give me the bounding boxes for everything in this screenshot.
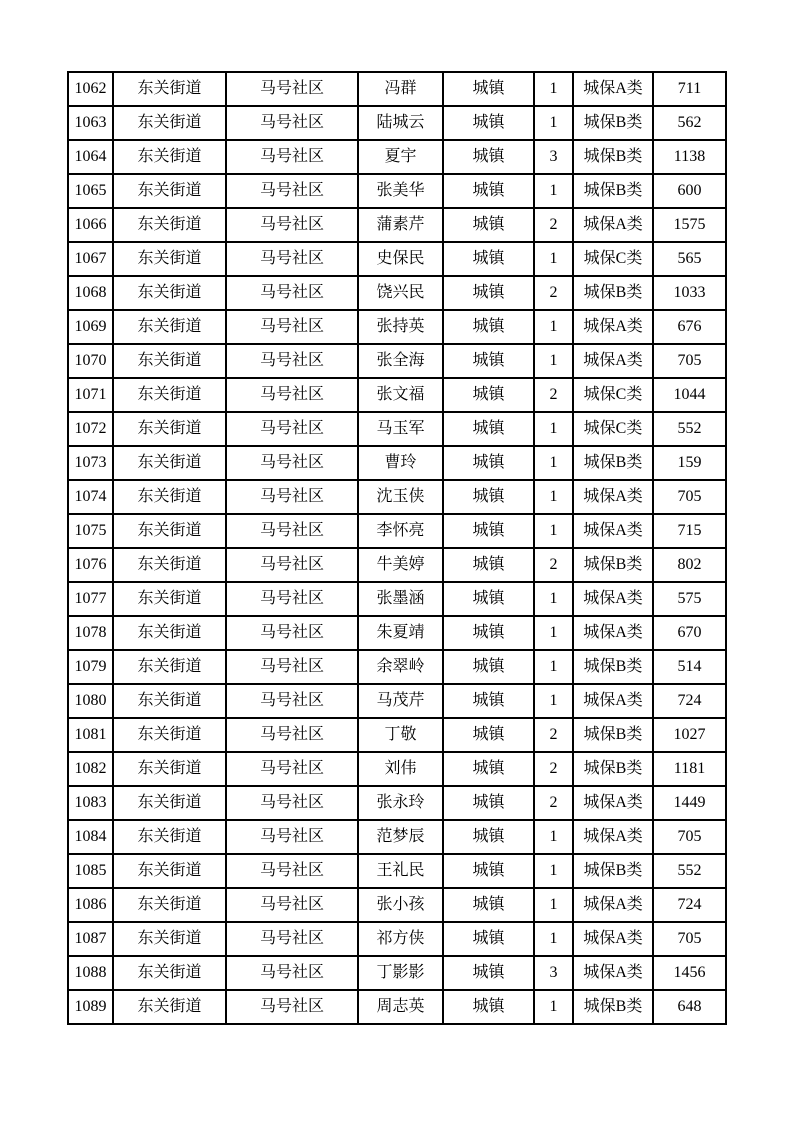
cell-street: 东关街道 <box>113 684 226 718</box>
cell-amount: 676 <box>653 310 726 344</box>
cell-amount: 705 <box>653 820 726 854</box>
table-row <box>68 72 726 106</box>
cell-person-count: 1 <box>534 480 573 514</box>
cell-residence-type: 城镇 <box>443 514 534 548</box>
cell-person-name: 张美华 <box>358 174 443 208</box>
cell-residence-type: 城镇 <box>443 820 534 854</box>
cell-residence-type: 城镇 <box>443 990 534 1024</box>
cell-insurance-category: 城保B类 <box>573 752 653 786</box>
cell-community: 马号社区 <box>226 276 358 310</box>
cell-amount: 1181 <box>653 752 726 786</box>
cell-insurance-category: 城保A类 <box>573 480 653 514</box>
cell-insurance-category: 城保A类 <box>573 582 653 616</box>
cell-insurance-category: 城保A类 <box>573 888 653 922</box>
cell-street: 东关街道 <box>113 310 226 344</box>
table-row <box>68 140 726 174</box>
cell-person-count: 1 <box>534 820 573 854</box>
cell-community: 马号社区 <box>226 106 358 140</box>
cell-community: 马号社区 <box>226 208 358 242</box>
table-row <box>68 718 726 752</box>
cell-person-name: 周志英 <box>358 990 443 1024</box>
cell-person-count: 1 <box>534 310 573 344</box>
cell-serial-number: 1086 <box>68 888 113 922</box>
cell-person-count: 1 <box>534 174 573 208</box>
cell-person-count: 1 <box>534 616 573 650</box>
cell-street: 东关街道 <box>113 514 226 548</box>
table-row <box>68 446 726 480</box>
cell-serial-number: 1074 <box>68 480 113 514</box>
cell-person-count: 1 <box>534 854 573 888</box>
table-row <box>68 514 726 548</box>
cell-street: 东关街道 <box>113 344 226 378</box>
cell-person-name: 曹玲 <box>358 446 443 480</box>
cell-amount: 705 <box>653 344 726 378</box>
cell-serial-number: 1088 <box>68 956 113 990</box>
cell-community: 马号社区 <box>226 378 358 412</box>
cell-serial-number: 1070 <box>68 344 113 378</box>
cell-amount: 1456 <box>653 956 726 990</box>
cell-insurance-category: 城保B类 <box>573 106 653 140</box>
cell-amount: 715 <box>653 514 726 548</box>
cell-community: 马号社区 <box>226 514 358 548</box>
cell-person-name: 李怀亮 <box>358 514 443 548</box>
cell-street: 东关街道 <box>113 650 226 684</box>
table-row <box>68 684 726 718</box>
cell-insurance-category: 城保C类 <box>573 378 653 412</box>
cell-person-count: 2 <box>534 548 573 582</box>
cell-insurance-category: 城保A类 <box>573 72 653 106</box>
cell-residence-type: 城镇 <box>443 344 534 378</box>
cell-community: 马号社区 <box>226 72 358 106</box>
table-row <box>68 786 726 820</box>
cell-community: 马号社区 <box>226 718 358 752</box>
cell-street: 东关街道 <box>113 446 226 480</box>
cell-street: 东关街道 <box>113 548 226 582</box>
cell-residence-type: 城镇 <box>443 174 534 208</box>
table-row <box>68 106 726 140</box>
cell-street: 东关街道 <box>113 106 226 140</box>
cell-street: 东关街道 <box>113 276 226 310</box>
cell-amount: 514 <box>653 650 726 684</box>
cell-street: 东关街道 <box>113 72 226 106</box>
cell-community: 马号社区 <box>226 344 358 378</box>
cell-residence-type: 城镇 <box>443 582 534 616</box>
cell-insurance-category: 城保B类 <box>573 174 653 208</box>
table-row <box>68 276 726 310</box>
cell-residence-type: 城镇 <box>443 888 534 922</box>
cell-person-name: 朱夏靖 <box>358 616 443 650</box>
cell-person-name: 沈玉侠 <box>358 480 443 514</box>
cell-amount: 648 <box>653 990 726 1024</box>
cell-person-count: 1 <box>534 990 573 1024</box>
table-row <box>68 888 726 922</box>
table-body <box>68 72 726 1024</box>
cell-community: 马号社区 <box>226 140 358 174</box>
table-row <box>68 616 726 650</box>
cell-residence-type: 城镇 <box>443 650 534 684</box>
cell-residence-type: 城镇 <box>443 106 534 140</box>
cell-person-name: 刘伟 <box>358 752 443 786</box>
cell-serial-number: 1089 <box>68 990 113 1024</box>
cell-person-count: 2 <box>534 276 573 310</box>
cell-serial-number: 1080 <box>68 684 113 718</box>
cell-person-count: 1 <box>534 922 573 956</box>
cell-residence-type: 城镇 <box>443 276 534 310</box>
cell-amount: 600 <box>653 174 726 208</box>
cell-street: 东关街道 <box>113 854 226 888</box>
cell-community: 马号社区 <box>226 752 358 786</box>
cell-amount: 670 <box>653 616 726 650</box>
table-row <box>68 820 726 854</box>
table-row <box>68 990 726 1024</box>
cell-person-name: 余翠岭 <box>358 650 443 684</box>
cell-street: 东关街道 <box>113 174 226 208</box>
cell-street: 东关街道 <box>113 242 226 276</box>
cell-amount: 1449 <box>653 786 726 820</box>
cell-amount: 1575 <box>653 208 726 242</box>
cell-serial-number: 1062 <box>68 72 113 106</box>
cell-community: 马号社区 <box>226 480 358 514</box>
cell-serial-number: 1065 <box>68 174 113 208</box>
table-row <box>68 582 726 616</box>
cell-person-count: 2 <box>534 378 573 412</box>
cell-amount: 705 <box>653 480 726 514</box>
cell-person-name: 范梦辰 <box>358 820 443 854</box>
cell-person-name: 夏宇 <box>358 140 443 174</box>
cell-serial-number: 1066 <box>68 208 113 242</box>
cell-person-count: 1 <box>534 344 573 378</box>
cell-insurance-category: 城保B类 <box>573 548 653 582</box>
cell-insurance-category: 城保C类 <box>573 242 653 276</box>
cell-person-name: 史保民 <box>358 242 443 276</box>
cell-serial-number: 1068 <box>68 276 113 310</box>
cell-insurance-category: 城保A类 <box>573 922 653 956</box>
cell-serial-number: 1078 <box>68 616 113 650</box>
cell-insurance-category: 城保C类 <box>573 412 653 446</box>
cell-person-count: 1 <box>534 650 573 684</box>
table-row <box>68 412 726 446</box>
cell-person-name: 丁影影 <box>358 956 443 990</box>
cell-street: 东关街道 <box>113 752 226 786</box>
cell-serial-number: 1067 <box>68 242 113 276</box>
cell-serial-number: 1077 <box>68 582 113 616</box>
cell-amount: 552 <box>653 854 726 888</box>
cell-residence-type: 城镇 <box>443 718 534 752</box>
cell-amount: 724 <box>653 684 726 718</box>
cell-residence-type: 城镇 <box>443 72 534 106</box>
cell-street: 东关街道 <box>113 820 226 854</box>
cell-insurance-category: 城保A类 <box>573 956 653 990</box>
cell-community: 马号社区 <box>226 922 358 956</box>
cell-amount: 565 <box>653 242 726 276</box>
cell-person-count: 1 <box>534 514 573 548</box>
cell-residence-type: 城镇 <box>443 684 534 718</box>
cell-residence-type: 城镇 <box>443 480 534 514</box>
cell-person-count: 1 <box>534 888 573 922</box>
cell-street: 东关街道 <box>113 208 226 242</box>
cell-person-count: 2 <box>534 718 573 752</box>
cell-serial-number: 1087 <box>68 922 113 956</box>
cell-residence-type: 城镇 <box>443 786 534 820</box>
cell-serial-number: 1081 <box>68 718 113 752</box>
cell-insurance-category: 城保A类 <box>573 786 653 820</box>
cell-serial-number: 1083 <box>68 786 113 820</box>
cell-amount: 802 <box>653 548 726 582</box>
cell-serial-number: 1063 <box>68 106 113 140</box>
cell-person-count: 2 <box>534 752 573 786</box>
cell-serial-number: 1082 <box>68 752 113 786</box>
table-row <box>68 752 726 786</box>
cell-person-name: 冯群 <box>358 72 443 106</box>
cell-residence-type: 城镇 <box>443 242 534 276</box>
cell-serial-number: 1073 <box>68 446 113 480</box>
cell-street: 东关街道 <box>113 786 226 820</box>
cell-serial-number: 1075 <box>68 514 113 548</box>
cell-residence-type: 城镇 <box>443 752 534 786</box>
cell-person-name: 蒲素芹 <box>358 208 443 242</box>
table-row <box>68 310 726 344</box>
cell-residence-type: 城镇 <box>443 854 534 888</box>
cell-person-name: 陆城云 <box>358 106 443 140</box>
cell-person-count: 3 <box>534 956 573 990</box>
cell-insurance-category: 城保A类 <box>573 616 653 650</box>
table-row <box>68 242 726 276</box>
cell-community: 马号社区 <box>226 174 358 208</box>
cell-amount: 711 <box>653 72 726 106</box>
table-row <box>68 174 726 208</box>
table-row <box>68 854 726 888</box>
cell-person-name: 张全海 <box>358 344 443 378</box>
cell-residence-type: 城镇 <box>443 310 534 344</box>
cell-person-name: 马茂芹 <box>358 684 443 718</box>
cell-residence-type: 城镇 <box>443 922 534 956</box>
cell-person-name: 丁敬 <box>358 718 443 752</box>
cell-community: 马号社区 <box>226 446 358 480</box>
cell-person-name: 饶兴民 <box>358 276 443 310</box>
cell-person-count: 1 <box>534 446 573 480</box>
cell-community: 马号社区 <box>226 684 358 718</box>
cell-community: 马号社区 <box>226 820 358 854</box>
cell-insurance-category: 城保B类 <box>573 854 653 888</box>
cell-community: 马号社区 <box>226 548 358 582</box>
cell-person-name: 王礼民 <box>358 854 443 888</box>
cell-person-name: 张墨涵 <box>358 582 443 616</box>
cell-community: 马号社区 <box>226 582 358 616</box>
cell-person-count: 2 <box>534 786 573 820</box>
table-row <box>68 480 726 514</box>
cell-insurance-category: 城保B类 <box>573 718 653 752</box>
cell-person-count: 1 <box>534 242 573 276</box>
cell-person-count: 1 <box>534 582 573 616</box>
cell-amount: 1044 <box>653 378 726 412</box>
cell-amount: 1027 <box>653 718 726 752</box>
cell-residence-type: 城镇 <box>443 616 534 650</box>
cell-insurance-category: 城保B类 <box>573 276 653 310</box>
cell-amount: 552 <box>653 412 726 446</box>
cell-residence-type: 城镇 <box>443 548 534 582</box>
cell-street: 东关街道 <box>113 480 226 514</box>
cell-community: 马号社区 <box>226 956 358 990</box>
cell-person-count: 1 <box>534 106 573 140</box>
cell-person-count: 3 <box>534 140 573 174</box>
table-row <box>68 208 726 242</box>
cell-serial-number: 1069 <box>68 310 113 344</box>
cell-person-count: 1 <box>534 72 573 106</box>
table-row <box>68 548 726 582</box>
cell-community: 马号社区 <box>226 786 358 820</box>
table-row <box>68 650 726 684</box>
cell-person-count: 1 <box>534 412 573 446</box>
cell-street: 东关街道 <box>113 922 226 956</box>
cell-person-name: 张永玲 <box>358 786 443 820</box>
cell-serial-number: 1071 <box>68 378 113 412</box>
cell-street: 东关街道 <box>113 956 226 990</box>
cell-insurance-category: 城保B类 <box>573 990 653 1024</box>
table-row <box>68 956 726 990</box>
cell-serial-number: 1072 <box>68 412 113 446</box>
cell-insurance-category: 城保A类 <box>573 684 653 718</box>
cell-street: 东关街道 <box>113 718 226 752</box>
welfare-roster-table <box>67 71 727 1025</box>
cell-person-name: 牛美婷 <box>358 548 443 582</box>
cell-person-name: 祁方侠 <box>358 922 443 956</box>
cell-community: 马号社区 <box>226 854 358 888</box>
cell-street: 东关街道 <box>113 888 226 922</box>
cell-insurance-category: 城保A类 <box>573 208 653 242</box>
cell-street: 东关街道 <box>113 616 226 650</box>
cell-street: 东关街道 <box>113 990 226 1024</box>
cell-amount: 705 <box>653 922 726 956</box>
cell-insurance-category: 城保A类 <box>573 310 653 344</box>
cell-street: 东关街道 <box>113 378 226 412</box>
cell-amount: 724 <box>653 888 726 922</box>
cell-serial-number: 1064 <box>68 140 113 174</box>
cell-amount: 159 <box>653 446 726 480</box>
cell-insurance-category: 城保B类 <box>573 650 653 684</box>
cell-insurance-category: 城保A类 <box>573 344 653 378</box>
cell-person-name: 张持英 <box>358 310 443 344</box>
cell-street: 东关街道 <box>113 412 226 446</box>
cell-insurance-category: 城保B类 <box>573 446 653 480</box>
cell-insurance-category: 城保A类 <box>573 820 653 854</box>
cell-serial-number: 1079 <box>68 650 113 684</box>
cell-serial-number: 1085 <box>68 854 113 888</box>
cell-insurance-category: 城保A类 <box>573 514 653 548</box>
cell-residence-type: 城镇 <box>443 140 534 174</box>
table-row <box>68 344 726 378</box>
table-row <box>68 378 726 412</box>
cell-amount: 1033 <box>653 276 726 310</box>
cell-person-name: 马玉军 <box>358 412 443 446</box>
cell-person-name: 张文福 <box>358 378 443 412</box>
cell-insurance-category: 城保B类 <box>573 140 653 174</box>
cell-amount: 575 <box>653 582 726 616</box>
cell-residence-type: 城镇 <box>443 378 534 412</box>
cell-residence-type: 城镇 <box>443 208 534 242</box>
cell-street: 东关街道 <box>113 582 226 616</box>
cell-serial-number: 1084 <box>68 820 113 854</box>
cell-amount: 562 <box>653 106 726 140</box>
cell-residence-type: 城镇 <box>443 446 534 480</box>
cell-community: 马号社区 <box>226 412 358 446</box>
cell-person-count: 2 <box>534 208 573 242</box>
cell-person-count: 1 <box>534 684 573 718</box>
cell-community: 马号社区 <box>226 990 358 1024</box>
cell-person-name: 张小孩 <box>358 888 443 922</box>
cell-community: 马号社区 <box>226 650 358 684</box>
cell-street: 东关街道 <box>113 140 226 174</box>
table-row <box>68 922 726 956</box>
cell-residence-type: 城镇 <box>443 956 534 990</box>
cell-community: 马号社区 <box>226 242 358 276</box>
cell-community: 马号社区 <box>226 616 358 650</box>
cell-amount: 1138 <box>653 140 726 174</box>
cell-community: 马号社区 <box>226 310 358 344</box>
cell-community: 马号社区 <box>226 888 358 922</box>
cell-residence-type: 城镇 <box>443 412 534 446</box>
cell-serial-number: 1076 <box>68 548 113 582</box>
